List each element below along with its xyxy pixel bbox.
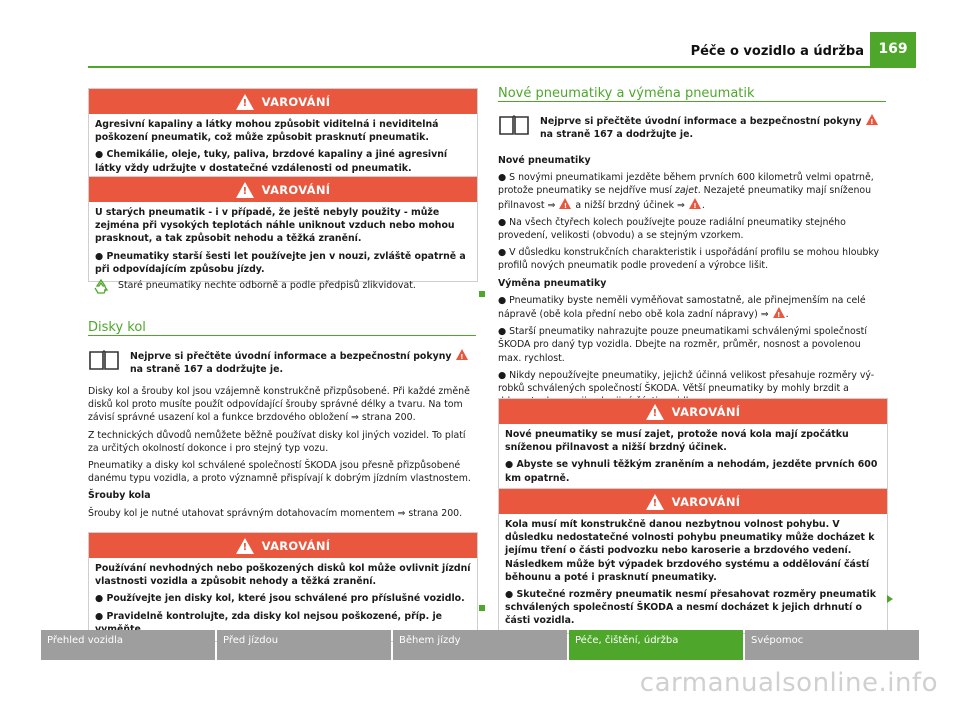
book-icon (498, 114, 530, 136)
section-rule (88, 335, 476, 336)
bullet-item: ● Nikdy nepoužívejte pneumatiky, jejichž účinná velikost přesahuje rozměry vý-robků schválených společností ŠKODA. Větší pneumatiky by mohly brzdit a (498, 369, 875, 395)
warning-bullet: ● Pneumatiky starší šesti let používejte jen v nouzi, zvláště opatrně a při odpovídajícím způsobu jízdy. (95, 250, 466, 275)
intro-note: Nejprve si přečtěte úvodní informace a bezpečnostní pokyny ! na straně 167 a dodržujte je. (130, 349, 476, 376)
warning-bullet: ● Chemikálie, oleje, tuky, paliva, brzdové kapaliny a jiné agresivní látky vždy udržujte v dostatečné vzdálenosti od pneumatik. (95, 149, 448, 174)
subheading-srouby: Šrouby kola (88, 490, 151, 502)
subheading-nove: Nové pneumatiky (498, 155, 591, 166)
warning-text: U starých pneumatik - i v případě, že ještě nebyly použity - může zejména při vysokých teplotách náhle uniknout vzduch nebo mohou prasknout, a tak způsobit nehodu a těžká zranění. (95, 207, 455, 245)
bullet-item: ● V důsledku konstrukčních charakteristik i uspořádání profilu se mohou hloubky profilů nových pneumatik podle provedení a výrobce lišit. (498, 247, 879, 272)
warning-heading: VAROVÁNÍ (671, 404, 741, 419)
section-end-marker (479, 605, 485, 611)
page-number: 169 (870, 32, 916, 66)
warning-text: Kola musí mít konstrukčně danou nezbytnou volnost pohybu. V důsledku nedostatečné volnosti pohybu pneumatiky může docházet k jejímu tření o části podvozku nebo karoserie a brzdového vedení. Následkem může být výpadek brzdového systému a oddělování částí běhounu a poté i prasknutí pneumatiky. (505, 519, 875, 583)
section-title-disky: Disky kol (88, 320, 146, 335)
bullet-item: ● Na všech čtyřech kolech používejte pouze radiální pneumatiky stejného provedení, velikosti (obvodu) a se stejným vzorkem. (498, 216, 846, 242)
warning-bullet: ● Používejte jen disky kol, které jsou schválené pro příslušné vozidlo. (95, 593, 465, 605)
intro-note: Nejprve si přečtěte úvodní informace a bezpečnostní pokyny ! na straně 167 a dodržujte je. (540, 114, 886, 141)
warning-box-3 (88, 532, 478, 642)
subheading-vymena: Výměna pneumatiky (498, 277, 607, 289)
tab-pece-cisteni-udrzba[interactable]: Péče, čištění, údržba (569, 630, 743, 660)
warning-icon (646, 494, 664, 510)
section-end-marker (479, 291, 485, 297)
warning-box-5 (498, 488, 888, 634)
warning-text: Nové pneumatiky se musí zajet, protože nová kola mají zpočátku sníženou přilnavost a nižší brzdný účinek. (505, 429, 849, 454)
warning-heading: VAROVÁNÍ (671, 494, 741, 509)
warning-bullet: ● Skutečné rozměry pneumatik nesmí přesahovat rozměry pneumatik schválených společností ŠKODA a nesmí docházet k jejich drhnutí o části vozidla. (505, 589, 876, 627)
warning-inline-icon (773, 307, 785, 318)
warning-icon (236, 94, 254, 110)
warning-inline-icon (559, 198, 571, 209)
recycle-icon (92, 278, 110, 296)
warning-heading: VAROVÁNÍ (261, 538, 331, 553)
bullet-item: ● Starší pneumatiky nahrazujte pouze pneumatikami schválenými společností ŠKODA pro daný typ vozidla. Dbejte na rozměr, průměr, nosnost a povolenou max. rychlost. (498, 326, 867, 364)
warning-box-2 (88, 176, 478, 282)
tab-svepomoc[interactable]: Svépomoc (745, 630, 919, 660)
warning-inline-icon (689, 198, 701, 209)
tab-pred-jizdou[interactable]: Před jízdou (217, 630, 391, 660)
warning-inline-icon (456, 349, 468, 360)
warning-bullet: ● Abyste se vyhnuli těžkým zraněním a nehodám, jezděte prvních 600 km opatrně. (505, 459, 878, 484)
body-text-pneumatiky (498, 154, 886, 412)
section-rule (498, 101, 886, 102)
warning-inline-icon (866, 114, 878, 125)
section-title-pneumatiky: Nové pneumatiky a výměna pneumatik (498, 86, 755, 101)
page-header-title: Péče o vozidlo a údržba (690, 44, 864, 59)
warning-bullet: ● Pravidelně kontrolujte, zda disky kol nejsou poškozené, příp. je (95, 610, 443, 622)
bullet-item: ● S novými pneumatikami jezděte během prvních 600 kilometrů velmi opatrně, protože pneumatiky se nejdříve musí zajet. Nezajeté pneumatiky mají sníženou přilnavost ⇒ ! a nižší brzdný účinek ⇒ ! . (498, 171, 886, 212)
warning-text: Agresivní kapaliny a látky mohou způsobit viditelná i neviditelná poškození pneumatik, což může způsobit prasknutí pneumatik. (95, 119, 439, 144)
tab-behem-jizdy[interactable]: Během jízdy (393, 630, 567, 660)
continue-arrow-icon (886, 594, 894, 604)
bullet-item: ● Pneumatiky byste neměli vyměňovat samostatně, ale přinejmenším na celé nápravě (obě kola přední nebo obě kola zadní nápravy) ⇒ ! . (498, 294, 886, 321)
chapter-nav (41, 630, 919, 660)
warning-heading: VAROVÁNÍ (261, 94, 331, 109)
warning-text: Používání nevhodných nebo poškozených disků kol může ovlivnit jízdní vlastnosti vozidla a způsobit nehody a těžká zranění. (95, 563, 471, 588)
warning-box-4 (498, 398, 888, 491)
header-rule (88, 66, 916, 68)
warning-box-1 (88, 88, 478, 181)
warning-icon (236, 182, 254, 198)
eco-note: Staré pneumatiky nechte odborně a podle předpisů zlikvidovat. (118, 280, 416, 291)
tab-prehled-vozidla[interactable]: Přehled vozidla (41, 630, 215, 660)
warning-heading: VAROVÁNÍ (261, 182, 331, 197)
warning-icon (646, 404, 664, 420)
body-text-disky: Disky kol a šrouby kol jsou vzájemně konstrukčně přizpůsobené. Při každé změně disků kol proto musíte použít odpovídající šrouby správné délky a tvaru. Na tom závisí správné usazení kol a funkce brzdového obložení ⇒ strana 200. Z technických důvodů nemůžete běžně používat disky kol jiných vozidel. To platí za určitých okolností dokonce i pro stejný typ vozu. Pneumatiky a disky kol schválené společností ŠKODA jsou přesně přizpůsobené danému typu vozidla, a proto významně přispívají k dobrým jízdním vlastnostem. Šrouby kola Šrouby kol je nutné utahovat správným dotahovacím momentem ⇒ strana 200. (88, 385, 476, 524)
book-icon (88, 349, 120, 371)
watermark: carmanualsonline.info (639, 668, 938, 698)
warning-icon (236, 538, 254, 554)
